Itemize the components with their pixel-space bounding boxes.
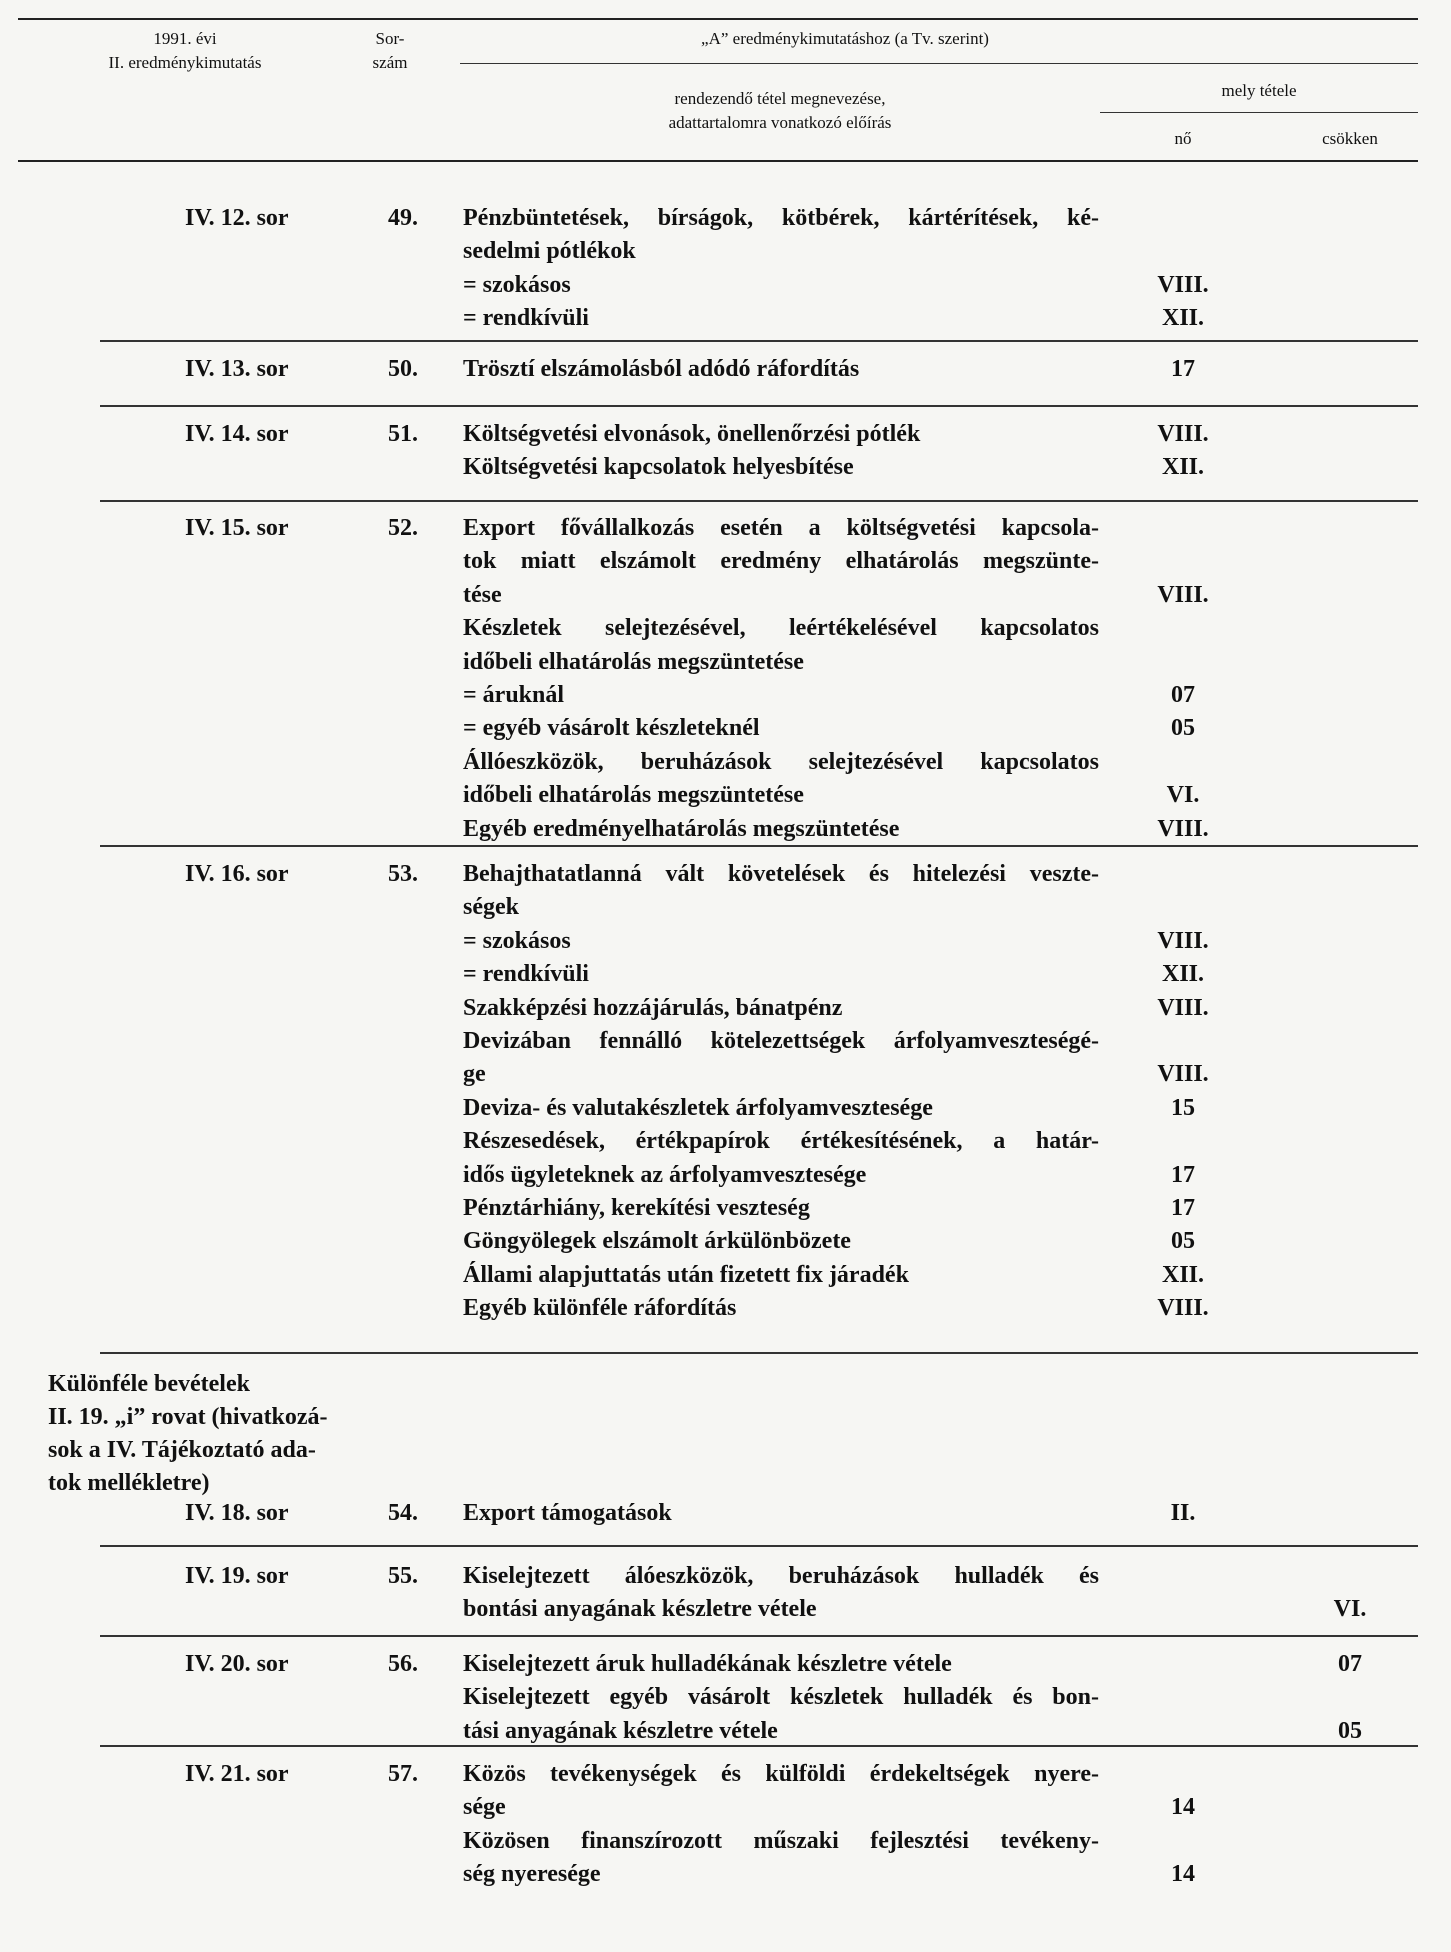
row-description-line: tok miatt elszámolt eredmény elhatárolás megszünte- bbox=[463, 548, 1099, 574]
row-no-value: VIII. bbox=[1157, 421, 1209, 447]
row-description-line: tási anyagának készletre vétele bbox=[463, 1718, 778, 1744]
row-description-line: Export fővállalkozás esetén a költségvetési kapcsola- bbox=[463, 515, 1099, 541]
row-no-value: VIII. bbox=[1157, 995, 1209, 1021]
row-sor-ref: IV. 13. sor bbox=[185, 356, 289, 382]
row-no-value: VIII. bbox=[1157, 1061, 1209, 1087]
section-label-line: II. 19. „i” rovat (hivatkozá- bbox=[48, 1404, 328, 1430]
row-separator bbox=[100, 1352, 1418, 1354]
row-number: 56. bbox=[388, 1651, 418, 1677]
row-description-line: Export támogatások bbox=[463, 1500, 672, 1526]
row-description-line: = rendkívüli bbox=[463, 305, 589, 331]
header-col1-line2: II. eredménykimutatás bbox=[108, 53, 262, 72]
row-description-line: ségek bbox=[463, 894, 519, 920]
row-description-line: Kiselejtezett egyéb vásárolt készletek hulladék és bon- bbox=[463, 1684, 1099, 1710]
header-mid-rule bbox=[460, 63, 1418, 64]
section-label-line: Különféle bevételek bbox=[48, 1371, 250, 1397]
row-description-line: = szokásos bbox=[463, 928, 571, 954]
row-no-value: VIII. bbox=[1157, 582, 1209, 608]
row-sor-ref: IV. 16. sor bbox=[185, 861, 289, 887]
header-col2-line1: Sor- bbox=[375, 29, 405, 48]
row-description-line: Állami alapjuttatás után fizetett fix járadék bbox=[463, 1262, 909, 1288]
row-no-value: VI. bbox=[1166, 782, 1200, 808]
row-description-line: Részesedések, értékpapírok értékesítésének, a határ- bbox=[463, 1128, 1099, 1154]
row-number: 49. bbox=[388, 205, 418, 231]
section-label-line: tok mellékletre) bbox=[48, 1470, 210, 1496]
row-separator bbox=[100, 500, 1418, 502]
header-csokken-label: csökken bbox=[1322, 129, 1378, 148]
row-description-line: Közös tevékenységek és külföldi érdekeltségek nyere- bbox=[463, 1761, 1099, 1787]
row-no-value: VIII. bbox=[1157, 272, 1209, 298]
header-col1-line1: 1991. évi bbox=[153, 29, 217, 48]
row-no-value: 17 bbox=[1171, 356, 1195, 382]
row-description-line: = áruknál bbox=[463, 682, 565, 708]
row-number: 54. bbox=[388, 1500, 418, 1526]
row-description-line: sége bbox=[463, 1794, 506, 1820]
row-description-line: Devizában fennálló kötelezettségek árfolyamveszteségé- bbox=[463, 1028, 1099, 1054]
row-csokken-value: 07 bbox=[1338, 1651, 1362, 1677]
row-no-value: XII. bbox=[1161, 1262, 1204, 1288]
row-description-line: Kiselejtezett álóeszközök, beruházások hulladék és bbox=[463, 1563, 1099, 1589]
header-col3-line2: adattartalomra vonatkozó előírás bbox=[668, 113, 892, 132]
row-description-line: Készletek selejtezésével, leértékelésével kapcsolatos bbox=[463, 615, 1099, 641]
row-description-line: Pénzbüntetések, bírságok, kötbérek, kártérítések, ké- bbox=[463, 205, 1099, 231]
row-no-value: 17 bbox=[1171, 1162, 1195, 1188]
row-sor-ref: IV. 20. sor bbox=[185, 1651, 289, 1677]
header-bottom-rule bbox=[18, 160, 1418, 162]
row-number: 55. bbox=[388, 1563, 418, 1589]
row-description-line: Közösen finanszírozott műszaki fejlesztési tevékeny- bbox=[463, 1828, 1099, 1854]
row-description-line: bontási anyagának készletre vétele bbox=[463, 1596, 817, 1622]
row-no-value: VIII. bbox=[1157, 1295, 1209, 1321]
row-number: 57. bbox=[388, 1761, 418, 1787]
row-no-value: 05 bbox=[1171, 715, 1195, 741]
row-description-line: Pénztárhiány, kerekítési veszteség bbox=[463, 1195, 810, 1221]
row-sor-ref: IV. 19. sor bbox=[185, 1563, 289, 1589]
row-description-line: sedelmi pótlékok bbox=[463, 238, 636, 264]
row-csokken-value: VI. bbox=[1333, 1596, 1367, 1622]
row-description-line: Egyéb különféle ráfordítás bbox=[463, 1295, 737, 1321]
row-separator bbox=[100, 405, 1418, 407]
row-no-value: 05 bbox=[1171, 1228, 1195, 1254]
row-description-line: Kiselejtezett áruk hulladékának készletre vétele bbox=[463, 1651, 952, 1677]
row-separator bbox=[100, 1545, 1418, 1547]
section-label bbox=[48, 1368, 328, 1500]
row-separator bbox=[100, 845, 1418, 847]
row-csokken-value: 05 bbox=[1338, 1718, 1362, 1744]
row-description-line: Deviza- és valutakészletek árfolyamvesztesége bbox=[463, 1095, 933, 1121]
row-number: 50. bbox=[388, 356, 418, 382]
row-description-line: időbeli elhatárolás megszüntetése bbox=[463, 649, 804, 675]
row-sor-ref: IV. 12. sor bbox=[185, 205, 289, 231]
row-description-line: Állóeszközök, beruházások selejtezésével kapcsolatos bbox=[463, 749, 1099, 775]
row-no-value: 07 bbox=[1171, 682, 1195, 708]
header-mely-rule bbox=[1100, 112, 1418, 113]
header-top-title: „A” eredménykimutatáshoz (a Tv. szerint) bbox=[701, 29, 989, 48]
row-description-line: = egyéb vásárolt készleteknél bbox=[463, 715, 760, 741]
row-separator bbox=[100, 340, 1418, 342]
row-description-line: = rendkívüli bbox=[463, 961, 589, 987]
row-separator bbox=[100, 1635, 1418, 1637]
row-sor-ref: IV. 14. sor bbox=[185, 421, 289, 447]
row-no-value: VIII. bbox=[1157, 816, 1209, 842]
row-no-value: II. bbox=[1170, 1500, 1196, 1526]
row-no-value: 17 bbox=[1171, 1195, 1195, 1221]
row-description-line: Egyéb eredményelhatárolás megszüntetése bbox=[463, 816, 900, 842]
row-no-value: 14 bbox=[1171, 1861, 1195, 1887]
row-description-line: idős ügyleteknek az árfolyamvesztesége bbox=[463, 1162, 867, 1188]
row-description-line: Költségvetési kapcsolatok helyesbítése bbox=[463, 454, 854, 480]
section-label-line: sok a IV. Tájékoztató ada- bbox=[48, 1437, 316, 1463]
row-sor-ref: IV. 21. sor bbox=[185, 1761, 289, 1787]
row-no-value: VIII. bbox=[1157, 928, 1209, 954]
row-no-value: XII. bbox=[1161, 305, 1204, 331]
row-no-value: XII. bbox=[1161, 454, 1204, 480]
row-description-line: tése bbox=[463, 582, 502, 608]
row-description-line: ge bbox=[463, 1061, 486, 1087]
row-sor-ref: IV. 18. sor bbox=[185, 1500, 289, 1526]
row-sor-ref: IV. 15. sor bbox=[185, 515, 289, 541]
row-separator bbox=[100, 1745, 1418, 1747]
row-description-line: ség nyeresége bbox=[463, 1861, 601, 1887]
row-description-line: Költségvetési elvonások, önellenőrzési pótlék bbox=[463, 421, 921, 447]
row-description-line: = szokásos bbox=[463, 272, 571, 298]
header-col2-line2: szám bbox=[372, 53, 408, 72]
header-no-label: nő bbox=[1174, 129, 1192, 148]
row-no-value: XII. bbox=[1161, 961, 1204, 987]
row-number: 53. bbox=[388, 861, 418, 887]
row-description-line: Göngyölegek elszámolt árkülönbözete bbox=[463, 1228, 851, 1254]
header-top-rule bbox=[18, 18, 1418, 20]
row-description-line: Szakképzési hozzájárulás, bánatpénz bbox=[463, 995, 843, 1021]
header-mely-label: mely tétele bbox=[1221, 81, 1297, 100]
row-description-line: időbeli elhatárolás megszüntetése bbox=[463, 782, 804, 808]
row-no-value: 14 bbox=[1171, 1794, 1195, 1820]
row-number: 51. bbox=[388, 421, 418, 447]
row-number: 52. bbox=[388, 515, 418, 541]
header-col3-line1: rendezendő tétel megnevezése, bbox=[674, 89, 886, 108]
row-description-line: Trösztí elszámolásból adódó ráfordítás bbox=[463, 356, 860, 382]
row-no-value: 15 bbox=[1171, 1095, 1195, 1121]
row-description-line: Behajthatatlanná vált követelések és hitelezési veszte- bbox=[463, 861, 1099, 887]
